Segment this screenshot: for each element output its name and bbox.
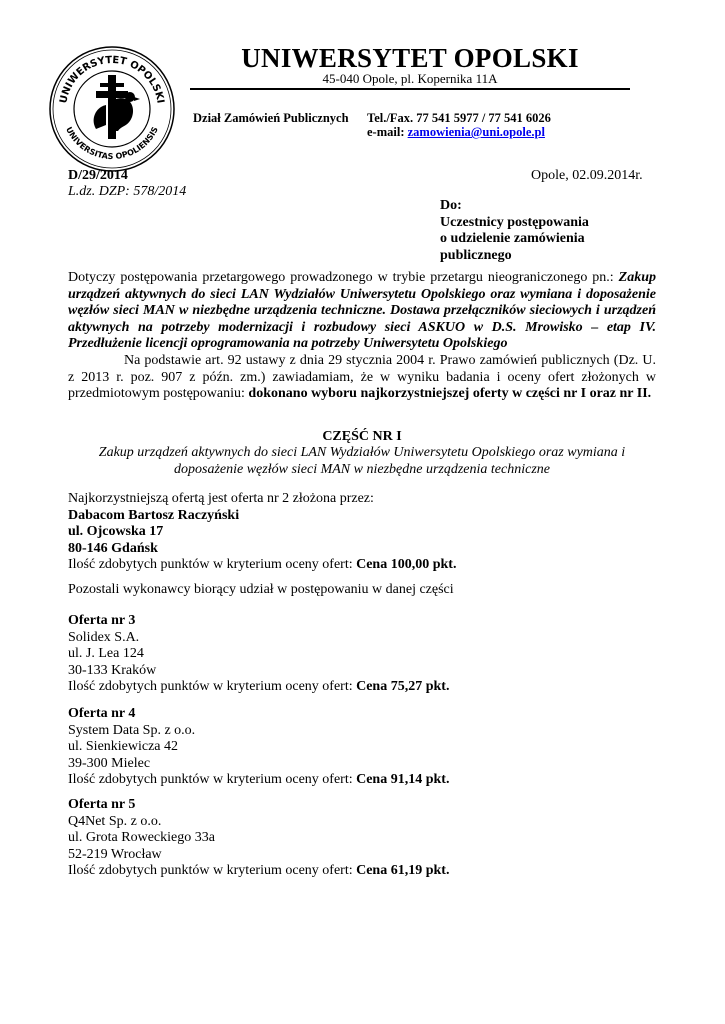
notice-decision: dokonano wyboru najkorzystniejszej oferty w części nr I oraz nr II. — [248, 386, 652, 401]
recipient-line: publicznego — [440, 247, 512, 263]
header-divider — [190, 88, 630, 90]
seal-top-text: UNIWERSYTET OPOLSKI — [58, 54, 166, 105]
offer-points-row — [68, 772, 449, 789]
points-value: Cena 91,14 pkt. — [356, 772, 450, 787]
winner-intro: Najkorzystniejszą ofertą jest oferta nr 2 złożona przez: — [68, 491, 374, 506]
points-label: Ilość zdobytych punktów w kryterium oceny ofert: — [68, 863, 357, 878]
winner-block — [68, 491, 456, 574]
part-description: Zakup urządzeń aktywnych do sieci LAN Wydziałów Uniwersytetu Opolskiego oraz wymiana i doposażenie węzłów sieci MAN w niezbędne urządzenia techniczne — [98, 445, 626, 477]
subject-intro: Dotyczy postępowania przetargowego prowadzonego w trybie przetargu nieograniczonego pn.: — [68, 270, 619, 285]
offer-street: ul. Sienkiewicza 42 — [68, 739, 179, 754]
telfax: Tel./Fax. 77 541 5977 / 77 541 6026 — [367, 111, 551, 125]
log-number: L.dz. DZP: 578/2014 — [68, 184, 187, 199]
offer-street: ul. J. Lea 124 — [68, 646, 144, 661]
seal-bottom-text: UNIVERSITAS OPOLIENSIS — [64, 125, 160, 162]
subject-paragraph — [68, 270, 656, 353]
offer-block — [68, 706, 449, 789]
winner-name: Dabacom Bartosz Raczyński — [68, 507, 240, 523]
offer-points-row — [68, 863, 449, 880]
email-label: e-mail: — [367, 125, 408, 139]
points-value: Cena 75,27 pkt. — [356, 679, 450, 694]
university-name: UNIWERSYTET OPOLSKI — [241, 43, 579, 73]
winner-city: 80-146 Gdańsk — [68, 540, 158, 556]
offer-city: 52-219 Wrocław — [68, 846, 162, 862]
points-label: Ilość zdobytych punktów w kryterium oceny ofert: — [68, 557, 357, 572]
eagle-cross-emblem — [94, 75, 140, 139]
recipient-block — [440, 198, 589, 264]
points-value: Cena 61,19 pkt. — [356, 863, 450, 878]
offer-name: Q4Net Sp. z o.o. — [68, 813, 162, 829]
notice-text: Na podstawie art. 92 ustawy z dnia 29 stycznia 2004 r. Prawo zamówień publicznych (Dz. U. z 2013 r. poz. 907 z późn. zm.) zawiadamiam, że w wyniku badania i oceny ofert złożonych w przedmiotowym postępowaniu: — [68, 353, 656, 401]
offer-city: 30-133 Kraków — [68, 662, 157, 678]
part-title: CZĘŚĆ NR I — [322, 429, 402, 444]
offer-name: Solidex S.A. — [68, 629, 140, 645]
winner-points-row — [68, 557, 456, 574]
notice-paragraph — [68, 353, 656, 403]
university-seal — [48, 45, 176, 173]
points-label: Ilość zdobytych punktów w kryterium oceny ofert: — [68, 772, 357, 787]
offer-block — [68, 613, 449, 696]
reference-number: D/29/2014 — [68, 168, 128, 183]
winner-street: ul. Ojcowska 17 — [68, 524, 164, 539]
offer-label: Oferta nr 3 — [68, 613, 136, 628]
points-value: Cena 100,00 pkt. — [356, 557, 457, 572]
subject-title: Zakup urządzeń aktywnych do sieci LAN Wydziałów Uniwersytetu Opolskiego oraz wymiana i doposażenie węzłów sieci MAN w niezbędne urządzenia techniczne. Dostawa przełączników sieciowych i urządzeń aktywnych na potrzeby modernizacji i rozbudowy sieci ASKUO w D.S. Mrowisko – etap IV. Przedłużenie licencji oprogramowania na potrzeby Uniwersytetu Opolskiego — [68, 270, 656, 351]
department-name: Dział Zamówień Publicznych — [193, 111, 349, 125]
offer-city: 39-300 Mielec — [68, 755, 151, 771]
recipient-line: o udzielenie zamówienia — [440, 231, 585, 246]
university-address: 45-040 Opole, pl. Kopernika 11A — [322, 71, 498, 86]
offer-street: ul. Grota Roweckiego 33a — [68, 830, 215, 845]
letter-date: Opole, 02.09.2014r. — [531, 168, 643, 183]
email-row — [367, 125, 545, 140]
offer-label: Oferta nr 4 — [68, 706, 136, 721]
offer-name: System Data Sp. z o.o. — [68, 722, 196, 738]
points-label: Ilość zdobytych punktów w kryterium oceny ofert: — [68, 679, 357, 694]
email-link[interactable]: zamowienia@uni.opole.pl — [407, 125, 545, 139]
offer-block — [68, 797, 449, 880]
others-intro: Pozostali wykonawcy biorący udział w postępowaniu w danej części — [68, 582, 454, 597]
offer-label: Oferta nr 5 — [68, 797, 136, 812]
recipient-label: Do: — [440, 198, 462, 213]
offer-points-row — [68, 679, 449, 696]
recipient-line: Uczestnicy postępowania — [440, 214, 589, 230]
